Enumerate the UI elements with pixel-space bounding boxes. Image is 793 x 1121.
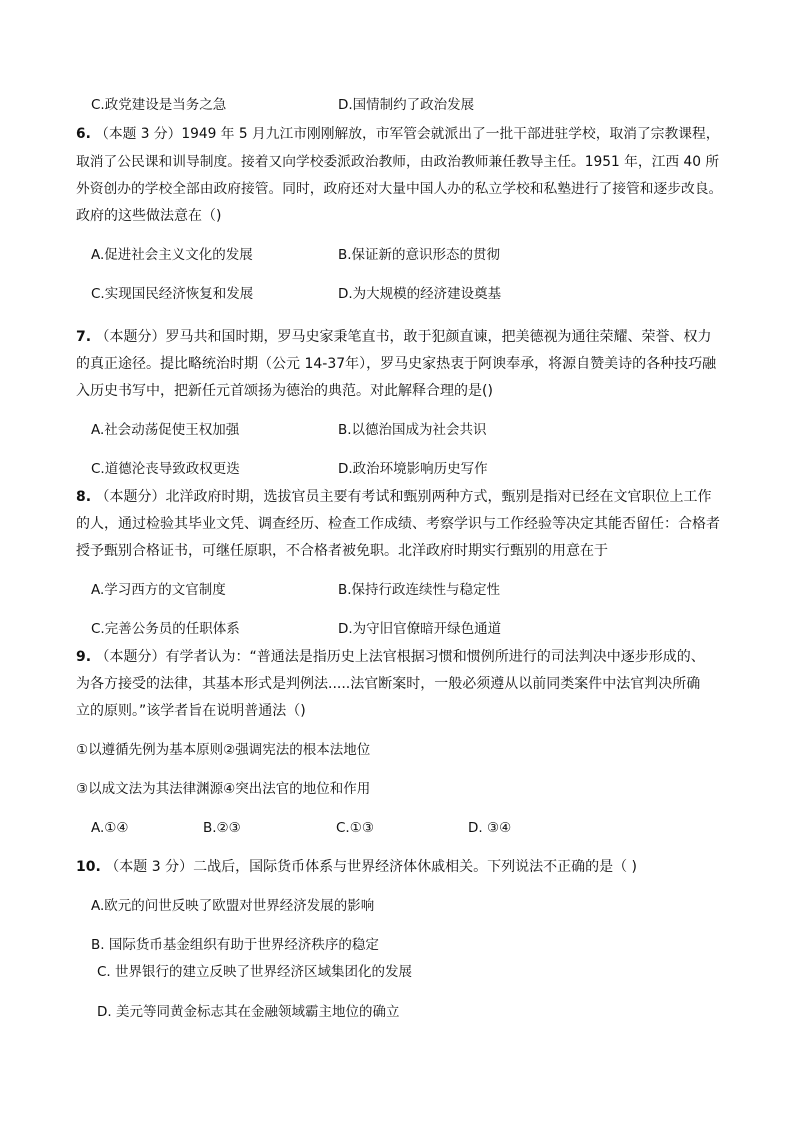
q8-stem-line-1: 8. （本题分）北洋政府时期，选拔官员主要有考试和甄别两种方式，甄别是指对已经在文官职位上工作 [76, 489, 712, 505]
q7-option-b: B.以德治国成为社会共识 [338, 422, 487, 438]
q10-option-c: C. 世界银行的建立反映了世界经济区域集团化的发展 [97, 964, 413, 980]
q7-option-a: A.社会动荡促使王权加强 [91, 422, 240, 438]
q7-stem-line-2: 的真正途径。提比略统治时期（公元 14-37年），罗马史家热衷于阿谀奉承，将源自赞美诗的各种技巧融 [76, 356, 717, 372]
q8-option-b: B.保持行政连续性与稳定性 [338, 582, 501, 598]
q9-option-c: C.①③ [336, 820, 374, 836]
q6-option-b: B.保证新的意识形态的贯彻 [338, 247, 501, 263]
q8-stem-line-2: 的人，通过检验其毕业文凭、调查经历、检查工作成绩、考察学识与工作经验等决定其能否留任：合格者 [76, 516, 720, 532]
q9-stem-line-1: 9. （本题分）有学者认为：“普通法是指历史上法官根据习惯和惯例所进行的司法判决中逐步形成的、 [76, 649, 705, 665]
q7-option-d: D.政治环境影响历史写作 [338, 461, 488, 477]
q6-stem-line-1: 6. （本题 3 分）1949 年 5 月九江市刚刚解放，市军管会就派出了一批干部进驻学校，取消了宗教课程， [76, 126, 720, 142]
q10-option-b: B. 国际货币基金组织有助于世界经济秩序的稳定 [91, 937, 379, 953]
q10-option-d: D. 美元等同黄金标志其在金融领域霸主地位的确立 [97, 1004, 400, 1020]
q6-stem-line-3: 外资创办的学校全部由政府接管。同时，政府还对大量中国人办的私立学校和私塾进行了接管和逐步改良。 [76, 181, 723, 197]
q6-option-d: D.为大规模的经济建设奠基 [338, 286, 502, 302]
q7-number: 7. [76, 329, 92, 345]
q9-option-b: B.②③ [203, 820, 241, 836]
q8-number: 8. [76, 489, 92, 505]
q9-stem-line-3: 立的原则。”该学者旨在说明普通法（) [76, 703, 306, 719]
q8-option-c: C.完善公务员的任职体系 [91, 621, 240, 637]
q9-number: 9. [76, 649, 92, 665]
q6-option-a: A.促进社会主义文化的发展 [91, 247, 253, 263]
q9-option-d: D. ③④ [468, 820, 512, 836]
q10-stem-line-1: 10. （本题 3 分）二战后，国际货币体系与世界经济体休戚相关。下列说法不正确的是（ ) [76, 859, 637, 875]
q9-statement-2: ③以成文法为其法律渊源④突出法官的地位和作用 [76, 781, 371, 797]
q9-statement-1: ①以遵循先例为基本原则②强调宪法的根本法地位 [76, 742, 371, 758]
q10-option-a: A.欧元的问世反映了欧盟对世界经济发展的影响 [91, 898, 375, 914]
q7-stem-line-1: 7. （本题分）罗马共和国时期，罗马史家秉笔直书，敢于犯颜直谏，把美德视为通往荣耀、荣誉、权力 [76, 329, 712, 345]
q7-stem-line-3: 入历史书写中，把新任元首颂扬为德治的典范。对此解释合理的是() [76, 383, 493, 399]
q9-stem-line-2: 为各方接受的法律，其基本形式是判例法.....法官断案时，一般必须遵从以前同类案件中法官判决所确 [76, 676, 701, 692]
q9-option-a: A.①④ [91, 820, 129, 836]
q5-option-c: C.政党建设是当务之急 [91, 97, 227, 113]
q7-option-c: C.道德沦丧导致政权更迭 [91, 461, 240, 477]
q5-option-d: D.国情制约了政治发展 [338, 97, 475, 113]
q6-option-c: C.实现国民经济恢复和发展 [91, 286, 254, 302]
q6-stem-line-2: 取消了公民课和训导制度。接着又向学校委派政治教师，由政治教师兼任教导主任。1951 年，江西 40 所 [76, 154, 720, 170]
q6-number: 6. [76, 126, 91, 142]
q8-option-a: A.学习西方的文官制度 [91, 582, 226, 598]
q6-stem-line-4: 政府的这些做法意在（) [76, 208, 222, 224]
q10-number: 10. [76, 859, 101, 875]
q8-stem-line-3: 授予甄别合格证书，可继任原职，不合格者被免职。北洋政府时期实行甄别的用意在于 [76, 543, 608, 559]
q8-option-d: D.为守旧官僚暗开绿色通道 [338, 621, 502, 637]
